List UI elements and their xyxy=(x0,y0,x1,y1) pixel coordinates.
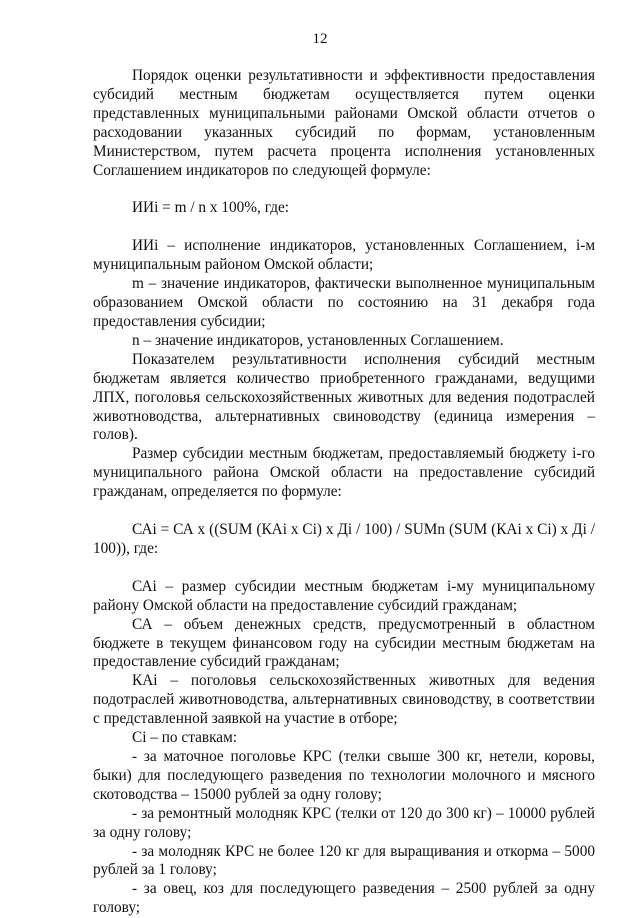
definition-ca: СА – объем денежных средств, предусмотренный в областном бюджете в текущем финансовом году на субсидии местным бюджетам на предоставление субсидий гражданам; xyxy=(93,615,595,671)
formula-indicator-execution: ИИi = m / n x 100%, где: xyxy=(132,199,290,217)
page-number: 12 xyxy=(312,31,328,47)
spacer xyxy=(93,502,595,521)
paragraph-subsidy-size: Размер субсидии местным бюджетам, предоставляемый бюджету i-го муниципального района Омской области на предоставление субсидий гражданам, определяется по формуле: xyxy=(93,445,595,501)
definition-ci: Сi – по ставкам: xyxy=(132,729,238,747)
spacer xyxy=(93,180,595,199)
definition-m: m – значение индикаторов, фактически выполненное муниципальным образованием Омской области по состоянию на 31 декабря года предоставления субсидии; xyxy=(93,275,595,330)
rate-replacement-young-cattle: - за ремонтный молодняк КРС (телки от 120 до 300 кг) – 10000 рублей за одну голову; xyxy=(93,804,595,841)
paragraph-assessment-procedure: Порядок оценки результативности и эффективности предоставления субсидий местным бюджетам осуществляется путем оценки представленных муниципальными районами Омской области отчетов о расходовании указанных субсидий по формам, установленным Министерством, путем расчета процента исполнения установленных Соглашением индикаторов по следующей формуле: xyxy=(93,67,595,179)
spacer xyxy=(93,218,595,237)
paragraph-performance-indicator: Показателем результативности исполнения субсидий местным бюджетам является количество приобретенного гражданами, ведущими ЛПХ, поголовья сельскохозяйственных животных для ведения подотраслей животноводства, альтернативных свиноводству (единица измерения – голов). xyxy=(93,350,595,444)
definition-iii: ИИi – исполнение индикаторов, установленных Соглашением, i-м муниципальным районом Омской области; xyxy=(93,237,595,274)
definition-cai: САi – размер субсидии местным бюджетам i-му муниципальному району Омской области на предоставление субсидий гражданам; xyxy=(93,577,595,614)
rate-breeding-cattle: - за маточное поголовье КРС (телки свыше 300 кг, нетели, коровы, быки) для последующего разведения по технологии молочного и мясного скотоводства – 15000 рублей за одну голову; xyxy=(93,748,595,803)
definition-kai: КАi – поголовья сельскохозяйственных животных для ведения подотраслей животноводства, альтернативных свиноводству, в соответствии с представленной заявкой на участие в отборе; xyxy=(93,672,595,728)
spacer xyxy=(93,559,595,578)
document-body xyxy=(93,67,595,918)
definition-n: n – значение индикаторов, установленных Соглашением. xyxy=(132,331,504,349)
formula-subsidy-size: САi = СА x ((SUM (КАi x Сi) x Дi / 100) / SUMn (SUM (КАi x Сi) x Дi / 100)), где: xyxy=(93,521,595,557)
rate-young-cattle-fattening: - за молодняк КРС не более 120 кг для выращивания и откорма – 5000 рублей за 1 голову; xyxy=(93,842,595,879)
rate-sheep-goats: - за овец, коз для последующего разведения – 2500 рублей за одну голову; xyxy=(93,880,595,917)
